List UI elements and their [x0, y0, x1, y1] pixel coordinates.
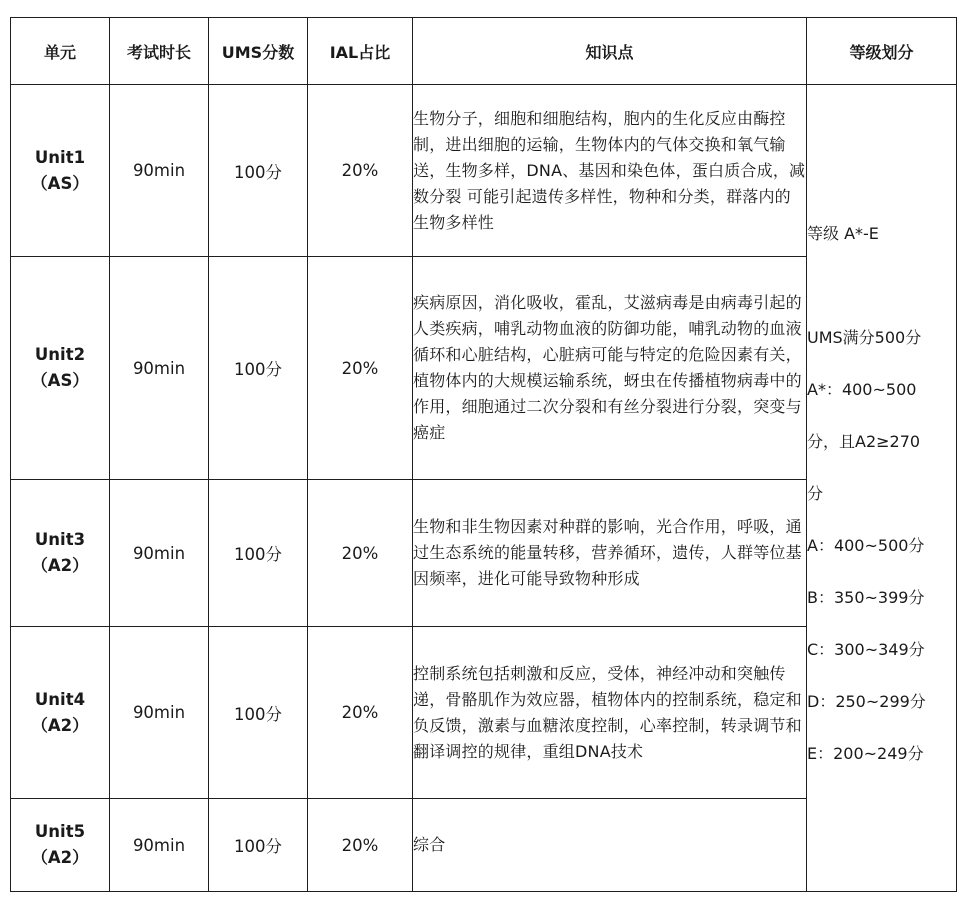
ums-cell: 100分 — [209, 85, 308, 257]
unit-name: Unit4 — [34, 689, 86, 709]
grading-b: B：350~399分 — [807, 588, 925, 607]
ums-cell: 100分 — [209, 257, 308, 480]
ial-cell: 20% — [308, 480, 413, 627]
grading-c: C：300~349分 — [807, 640, 925, 659]
unit-level: （AS） — [31, 371, 89, 390]
table-row — [11, 85, 957, 257]
unit-cell — [11, 627, 110, 799]
grading-a-star: A*：400~500 — [807, 380, 917, 399]
grading-a-star-condition: 分，且A2≥270 — [807, 432, 921, 451]
topics-cell: 疾病原因，消化吸收，霍乱，艾滋病毒是由病毒引起的人类疾病，哺乳动物血液的防御功能，哺乳动物的血液循环和心脏结构，心脏病可能与特定的危险因素有关，植物体内的大规模运输系统，蚜虫在传播植物病毒中的作用，细胞通过二次分裂和有丝分裂进行分裂，突变与癌症 — [413, 257, 807, 480]
grading-total: UMS满分500分 — [807, 328, 922, 347]
grading-e: E：200~249分 — [807, 744, 924, 763]
duration-cell: 90min — [110, 85, 209, 257]
grading-d: D：250~299分 — [807, 692, 926, 711]
unit-cell — [11, 257, 110, 480]
topics-cell: 控制系统包括刺激和反应，受体，神经冲动和突触传递，骨骼肌作为效应器，植物体内的控制系统，稳定和负反馈，激素与血糖浓度控制，心率控制，转录调节和翻译调控的规律，重组DNA技术 — [413, 627, 807, 799]
unit-cell — [11, 799, 110, 892]
ums-cell: 100分 — [209, 799, 308, 892]
exam-structure-table — [10, 17, 957, 892]
ums-cell: 100分 — [209, 627, 308, 799]
unit-name: Unit1 — [34, 147, 86, 167]
grading-title: 等级 A*-E — [807, 224, 879, 243]
duration-cell: 90min — [110, 480, 209, 627]
grading-a-star-end: 分 — [807, 484, 824, 503]
ial-cell: 20% — [308, 257, 413, 480]
duration-cell: 90min — [110, 799, 209, 892]
unit-name: Unit5 — [34, 822, 86, 841]
unit-level: （A2） — [31, 556, 89, 575]
unit-cell — [11, 85, 110, 257]
unit-level: （AS） — [31, 173, 89, 193]
grading-cell — [807, 85, 957, 892]
ial-cell: 20% — [308, 799, 413, 892]
unit-name: Unit2 — [34, 345, 86, 364]
ial-cell: 20% — [308, 627, 413, 799]
header-ums: UMS分数 — [209, 18, 308, 85]
unit-level: （A2） — [31, 848, 89, 867]
table-header-row — [11, 18, 957, 85]
grading-a: A：400~500分 — [807, 536, 925, 555]
topics-cell: 综合 — [413, 799, 807, 892]
header-duration: 考试时长 — [110, 18, 209, 85]
duration-cell: 90min — [110, 627, 209, 799]
topics-cell: 生物分子，细胞和细胞结构，胞内的生化反应由酶控制，进出细胞的运输，生物体内的气体交换和氧气输送，生物多样，DNA、基因和染色体，蛋白质合成，减数分裂 可能引起遗传多样性，物种和分类，群落内的生物多样性 — [413, 85, 807, 257]
topics-cell: 生物和非生物因素对种群的影响，光合作用，呼吸，通过生态系统的能量转移，营养循环，遗传，人群等位基因频率，进化可能导致物种形成 — [413, 480, 807, 627]
ial-cell: 20% — [308, 85, 413, 257]
header-grading: 等级划分 — [807, 18, 957, 85]
unit-name: Unit3 — [34, 530, 86, 549]
ums-cell: 100分 — [209, 480, 308, 627]
header-unit: 单元 — [11, 18, 110, 85]
header-ial: IAL占比 — [308, 18, 413, 85]
unit-level: （A2） — [31, 715, 89, 735]
header-topics: 知识点 — [413, 18, 807, 85]
duration-cell: 90min — [110, 257, 209, 480]
unit-cell — [11, 480, 110, 627]
